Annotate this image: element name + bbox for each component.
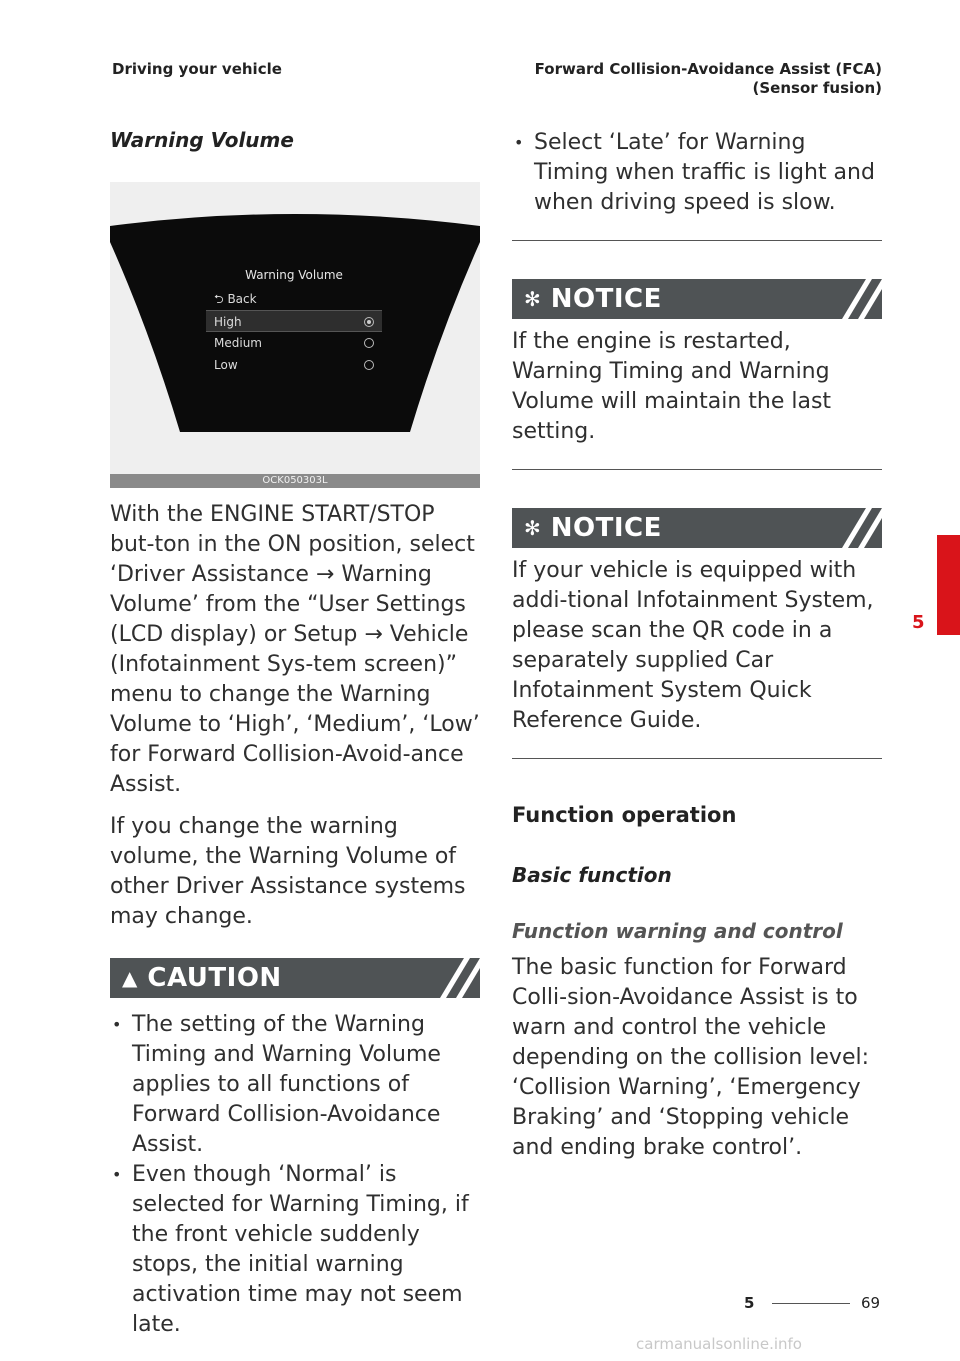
notice-text-2: If your vehicle is equipped with addi-tional Infotainment System, please scan the QR code in a separately supplied Car Infotainment System Quick Reference Guide.: [512, 558, 874, 733]
notice-bar-1: [512, 279, 882, 319]
cluster-menu: [206, 268, 382, 376]
menu-option-low: [206, 354, 382, 376]
timing-item: • Select ‘Late’ for Warning Timing when traffic is light and when driving speed is slow.: [512, 128, 882, 218]
menu-back-label: Back: [227, 292, 257, 306]
asterisk-icon: ✻: [524, 287, 541, 311]
stripes-decoration: [830, 279, 882, 319]
cluster-figure: [110, 182, 480, 488]
back-arrow-icon: ⮌: [214, 292, 228, 306]
watermark: carmanualsonline.info: [636, 1335, 802, 1353]
caution-list: [110, 1010, 480, 1340]
figure-code: OCK050303L: [110, 474, 480, 488]
menu-option-label: High: [214, 315, 242, 329]
right-column: [512, 128, 882, 1163]
running-header-left: Driving your vehicle: [112, 60, 282, 78]
stripes-decoration: [830, 508, 882, 548]
running-header-subtitle: (Sensor fusion): [752, 79, 882, 97]
notice-label: NOTICE: [550, 284, 662, 314]
caution-bar: [110, 958, 480, 998]
paragraph-basic-function: The basic function for Forward Colli-sion-Avoidance Assist is to warn and control the vehicle depending on the collision level: ‘Collision Warning’, ‘Emergency Braking’ and ‘Stopping vehicle and ending brake control’.: [512, 955, 870, 1160]
section-heading-function-operation: Function operation: [512, 803, 737, 827]
timing-list: [512, 128, 882, 218]
chapter-side-number: 5: [912, 612, 925, 633]
left-column: [110, 128, 480, 1340]
asterisk-icon: ✻: [524, 516, 541, 540]
chapter-side-tab: [937, 535, 960, 635]
section-heading-basic-function: Basic function: [512, 863, 672, 887]
section-heading-warning-control: Function warning and control: [512, 919, 843, 943]
caution-label: CAUTION: [147, 963, 282, 993]
stripes-decoration: [428, 958, 480, 998]
warning-triangle-icon: ▲: [122, 966, 138, 990]
paragraph-volume-setting: With the ENGINE START/STOP but-ton in the ON position, select ‘Driver Assistance → Warning Volume’ from the “User Settings (LCD display) or Setup → Vehicle (Infotainment Sys-tem screen)” menu to change the Warning Volume to ‘High’, ‘Medium’, ‘Low’ for Forward Collision-Avoid-ance Assist.: [110, 502, 480, 797]
divider: [512, 758, 882, 759]
paragraph-volume-change: If you change the warning volume, the Warning Volume of other Driver Assistance systems may change.: [110, 814, 466, 929]
radio-empty-icon: [364, 338, 374, 348]
divider: [512, 469, 882, 470]
notice-text-1: If the engine is restarted, Warning Timing and Warning Volume will maintain the last setting.: [512, 329, 832, 444]
footer-divider: [772, 1303, 850, 1304]
menu-option-label: Low: [214, 358, 238, 372]
menu-option-medium: [206, 332, 382, 354]
footer-page-number: 69: [861, 1294, 881, 1312]
section-heading-warning-volume: Warning Volume: [110, 128, 294, 152]
caution-item: • Even though ‘Normal’ is selected for Warning Timing, if the front vehicle suddenly stops, the initial warning activation time may not seem late.: [110, 1160, 480, 1340]
notice-label: NOTICE: [550, 513, 662, 543]
notice-bar-2: [512, 508, 882, 548]
radio-empty-icon: [364, 360, 374, 370]
caution-item: • The setting of the Warning Timing and Warning Volume applies to all functions of Forward Collision-Avoidance Assist.: [110, 1010, 480, 1160]
menu-back-row: [206, 288, 382, 310]
menu-title: Warning Volume: [245, 268, 343, 282]
menu-option-high: [206, 310, 382, 332]
running-header-right: [535, 60, 882, 98]
running-header-title: Forward Collision-Avoidance Assist (FCA): [534, 60, 882, 78]
radio-selected-icon: [364, 317, 374, 327]
divider: [512, 240, 882, 241]
menu-option-label: Medium: [214, 336, 262, 350]
footer-chapter: 5: [744, 1294, 755, 1312]
